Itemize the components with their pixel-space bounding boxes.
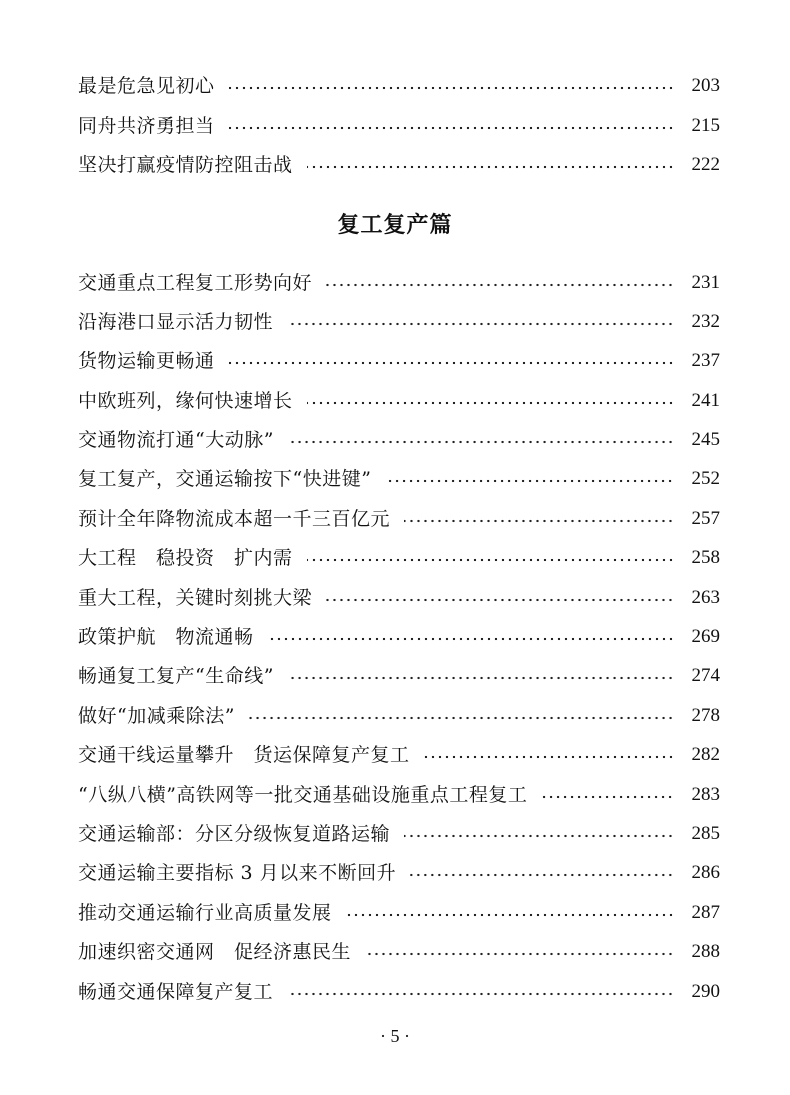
toc-entry-page: 290 <box>691 981 720 1002</box>
toc-entry[interactable] <box>78 819 720 849</box>
toc-entry[interactable] <box>78 661 720 691</box>
toc-entry-page: 203 <box>691 75 720 96</box>
toc-entry-title: 政策护航 物流通畅 <box>78 626 254 648</box>
dot-leader <box>404 519 674 523</box>
toc-entry-title: 加速织密交通网 促经济惠民生 <box>78 941 352 963</box>
toc-entry[interactable] <box>78 464 720 494</box>
toc-entry[interactable] <box>78 307 720 337</box>
toc-entry-title: 交通运输部：分区分级恢复道路运输 <box>78 823 391 845</box>
toc-entry-title: 坚决打赢疫情防控阻击战 <box>78 154 293 176</box>
toc-entry-page: 231 <box>691 272 720 293</box>
toc-entry-page: 285 <box>691 823 720 844</box>
dot-leader <box>404 834 674 838</box>
toc-entry[interactable] <box>78 71 720 101</box>
toc-entry[interactable] <box>78 701 720 731</box>
dot-leader <box>365 952 674 956</box>
toc-entry[interactable] <box>78 268 720 298</box>
toc-entry[interactable] <box>78 740 720 770</box>
toc-entry-title: 交通物流打通“大动脉” <box>78 429 274 451</box>
toc-entry-page: 215 <box>691 115 720 136</box>
toc-entry-page: 258 <box>691 547 720 568</box>
page-number: · 5 · <box>380 1026 410 1046</box>
toc-entry[interactable] <box>78 543 720 573</box>
toc-entry-page: 263 <box>691 587 720 608</box>
dot-leader <box>424 755 674 759</box>
toc-entry[interactable] <box>78 150 720 180</box>
section-heading: 复工复产篇 <box>337 213 453 238</box>
toc-entry[interactable] <box>78 780 720 810</box>
dot-leader <box>385 479 674 483</box>
toc-entry-title: 重大工程，关键时刻挑大梁 <box>78 587 313 609</box>
dot-leader <box>268 637 674 641</box>
toc-entry-page: 222 <box>691 154 720 175</box>
dot-leader <box>249 716 674 720</box>
toc-entry-title: 预计全年降物流成本超一千三百亿元 <box>78 508 391 530</box>
toc-entry-title: 大工程 稳投资 扩内需 <box>78 547 293 569</box>
toc-entry-title: 中欧班列，缘何快速增长 <box>78 390 293 412</box>
toc-entry-title: 畅通复工复产“生命线” <box>78 665 274 687</box>
toc-entry-title: “八纵八横”高铁网等一批交通基础设施重点工程复工 <box>78 784 528 806</box>
toc-entry-title: 交通重点工程复工形势向好 <box>78 272 313 294</box>
toc-entry-title: 交通干线运量攀升 货运保障复产复工 <box>78 744 410 766</box>
dot-leader <box>541 795 674 799</box>
dot-leader <box>326 283 674 287</box>
toc-entry[interactable] <box>78 898 720 928</box>
toc-entry-page: 245 <box>691 429 720 450</box>
dot-leader <box>288 440 674 444</box>
toc-entry[interactable] <box>78 504 720 534</box>
toc-entry-title: 交通运输主要指标 3 月以来不断回升 <box>78 862 397 884</box>
toc-entry[interactable] <box>78 937 720 967</box>
toc-entry-title: 畅通交通保障复产复工 <box>78 981 274 1003</box>
toc-entry[interactable] <box>78 583 720 613</box>
dot-leader <box>326 598 674 602</box>
toc-entry-page: 269 <box>691 626 720 647</box>
dot-leader <box>229 361 674 365</box>
toc-entry[interactable] <box>78 858 720 888</box>
dot-leader <box>307 558 674 562</box>
toc-entry-page: 278 <box>691 705 720 726</box>
dot-leader <box>287 992 674 996</box>
dot-leader <box>229 86 674 90</box>
toc-entry[interactable] <box>78 111 720 141</box>
toc-entry-page: 237 <box>691 350 720 371</box>
toc-entry-page: 283 <box>691 784 720 805</box>
toc-entry-title: 推动交通运输行业高质量发展 <box>78 902 332 924</box>
toc-entry-page: 286 <box>691 862 720 883</box>
toc-entry-page: 232 <box>691 311 720 332</box>
toc-entry-page: 288 <box>691 941 720 962</box>
toc-entry-page: 257 <box>691 508 720 529</box>
toc-entry-page: 252 <box>691 468 720 489</box>
toc-entry[interactable] <box>78 425 720 455</box>
toc-entry[interactable] <box>78 346 720 376</box>
toc-entry-title: 复工复产，交通运输按下“快进键” <box>78 468 372 490</box>
dot-leader <box>307 165 674 169</box>
toc-entry-title: 货物运输更畅通 <box>78 350 215 372</box>
toc-entry-title: 同舟共济勇担当 <box>78 115 215 137</box>
toc-entry-page: 241 <box>691 390 720 411</box>
dot-leader <box>307 401 674 405</box>
dot-leader <box>346 913 674 917</box>
toc-entry[interactable] <box>78 386 720 416</box>
toc-entry-title: 做好“加减乘除法” <box>78 705 235 727</box>
dot-leader <box>229 126 674 130</box>
toc-entry-page: 287 <box>691 902 720 923</box>
dot-leader <box>287 322 674 326</box>
toc-entry-page: 282 <box>691 744 720 765</box>
dot-leader <box>410 873 674 877</box>
toc-entry-page: 274 <box>691 665 720 686</box>
toc-entry-title: 沿海港口显示活力韧性 <box>78 311 274 333</box>
toc-entry[interactable] <box>78 622 720 652</box>
toc-entry[interactable] <box>78 977 720 1007</box>
toc-entry-title: 最是危急见初心 <box>78 75 215 97</box>
dot-leader <box>288 676 674 680</box>
